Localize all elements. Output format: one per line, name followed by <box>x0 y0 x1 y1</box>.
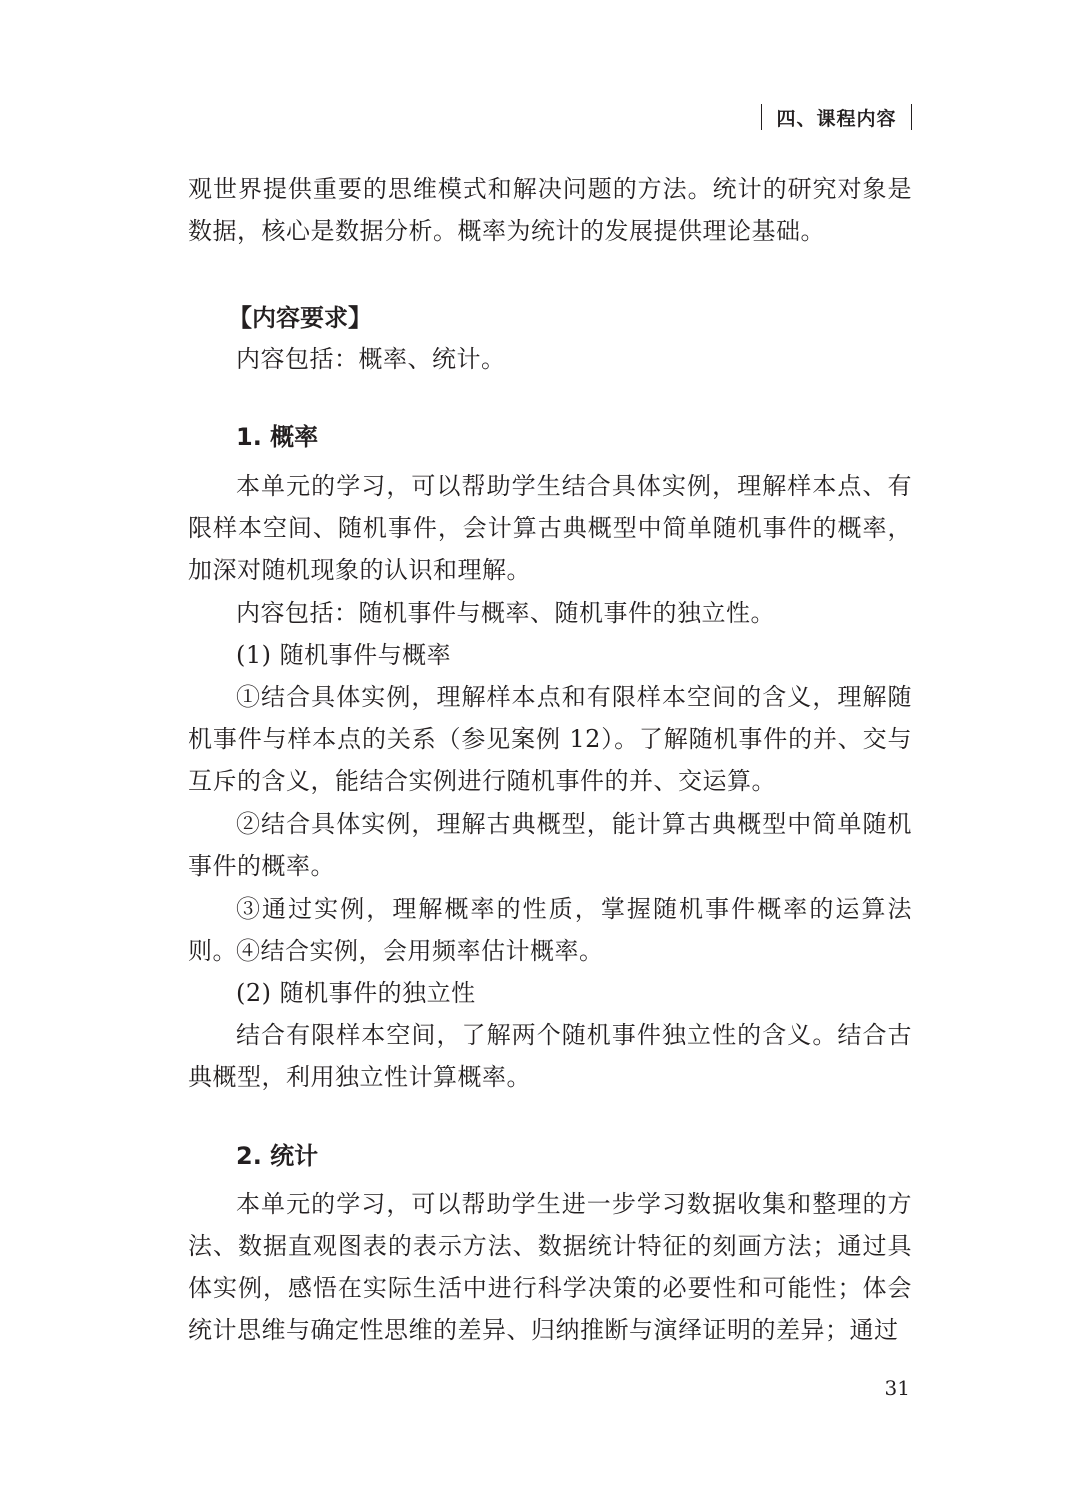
running-head-left-rule <box>761 104 763 130</box>
section1-intro-paragraph: 本单元的学习，可以帮助学生结合具体实例，理解样本点、有限样本空间、随机事件，会计算古典概型中简单随机事件的概率，加深对随机现象的认识和理解。 <box>188 472 912 584</box>
page-number: 31 <box>884 1376 910 1400</box>
section1-heading: 1. 概率 <box>236 423 319 451</box>
requirements-heading: 【内容要求】 <box>228 304 372 332</box>
subsection1-title: (1) 随机事件与概率 <box>236 641 452 669</box>
section2-intro-paragraph: 本单元的学习，可以帮助学生进一步学习数据收集和整理的方法、数据直观图表的表示方法、数据统计特征的刻画方法；通过具体实例，感悟在实际生活中进行科学决策的必要性和可能性；体会统计思维与确定性思维的差异、归纳推断与演绎证明的差异；通过 <box>188 1190 912 1344</box>
running-head <box>761 100 912 134</box>
running-head-right-rule <box>911 104 913 130</box>
section2-heading: 2. 统计 <box>236 1142 319 1170</box>
item1-paragraph: ①结合具体实例，理解样本点和有限样本空间的含义，理解随机事件与样本点的关系（参见案例 12）。了解随机事件的并、交与互斥的含义，能结合实例进行随机事件的并、交运算。 <box>188 683 912 795</box>
requirements-paragraph: 内容包括：概率、统计。 <box>236 345 506 373</box>
independence-paragraph: 结合有限样本空间，了解两个随机事件独立性的含义。结合古典概型，利用独立性计算概率。 <box>188 1021 912 1091</box>
item4-paragraph: ④结合实例，会用频率估计概率。 <box>236 937 604 965</box>
item3-paragraph: ③通过实例，理解概率的性质，掌握随机事件概率的运算法则。 <box>188 895 912 965</box>
item2-paragraph: ②结合具体实例，理解古典概型，能计算古典概型中简单随机事件的概率。 <box>188 810 912 880</box>
subsection2-title: (2) 随机事件的独立性 <box>236 979 476 1007</box>
intro-continuation-paragraph: 观世界提供重要的思维模式和解决问题的方法。统计的研究对象是数据，核心是数据分析。概率为统计的发展提供理论基础。 <box>188 175 912 245</box>
running-head-title: 四、课程内容 <box>776 107 897 130</box>
section1-contents-paragraph: 内容包括：随机事件与概率、随机事件的独立性。 <box>236 599 775 627</box>
